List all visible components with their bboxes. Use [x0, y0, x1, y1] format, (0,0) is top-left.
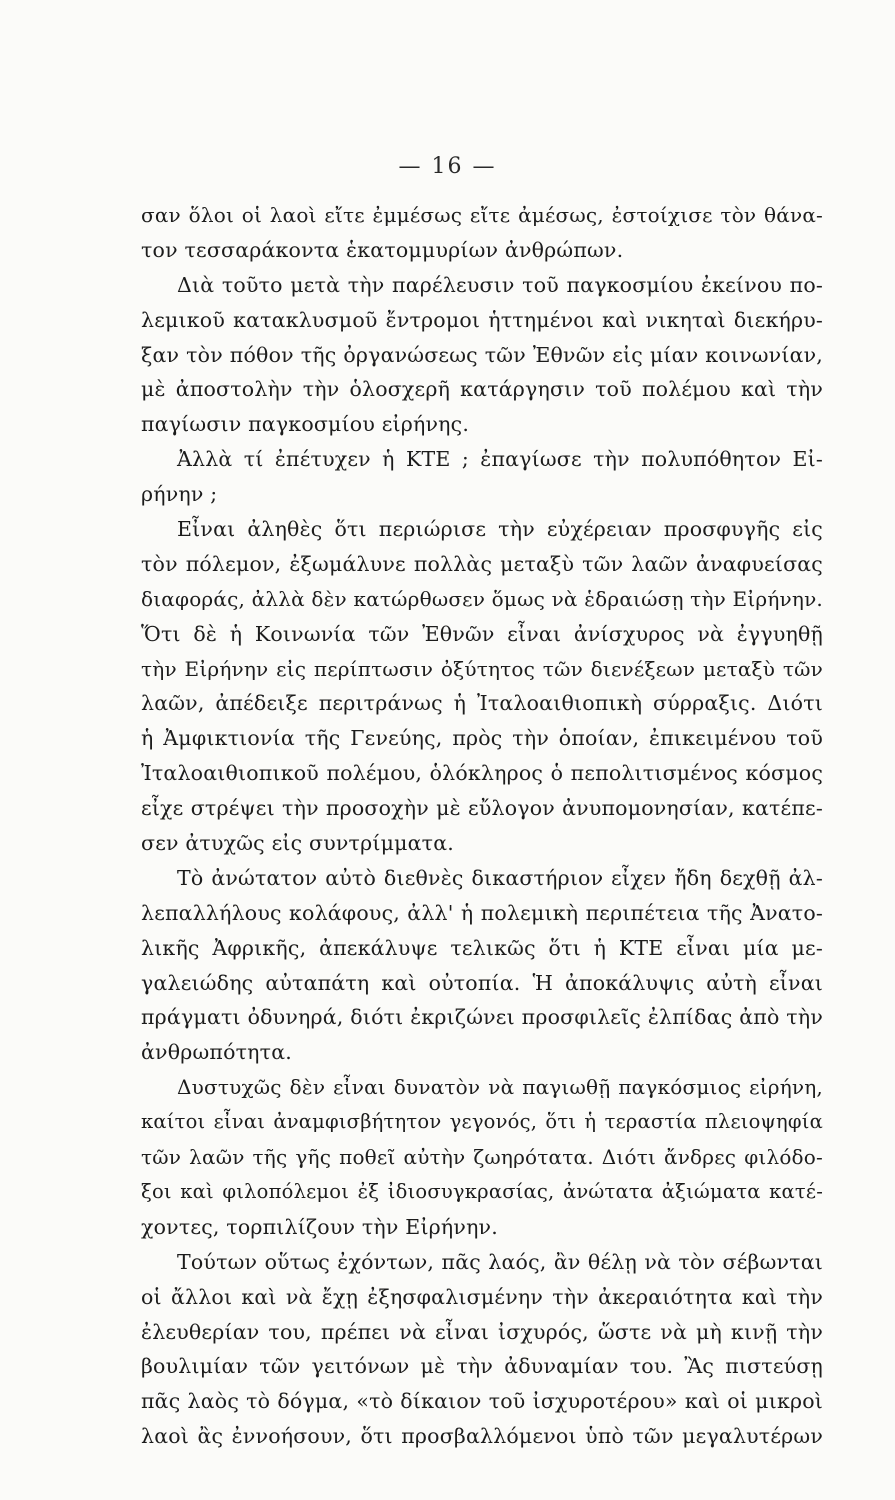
- text-line: Ἰταλοαιθιοπικοῦ πολέμου, ὁλόκληρος ὁ πεπολιτισμένος κόσμος: [141, 761, 823, 786]
- text-line: διαφοράς, ἀλλὰ δὲν κατώρθωσεν ὅμως νὰ ἑδραιώσῃ τὴν Εἰρήνην.: [141, 586, 823, 611]
- body-text: [141, 198, 823, 1454]
- text-line: τὴν Εἰρήνην εἰς περίπτωσιν ὀξύτητος τῶν διενέξεων μεταξὺ τῶν: [141, 656, 823, 681]
- text-line: Δυστυχῶς δὲν εἶναι δυνατὸν νὰ παγιωθῇ παγκόσμιος εἰρήνη,: [177, 1075, 823, 1100]
- page-number: — 16 —: [398, 154, 497, 179]
- text-line: λικῆς Ἀφρικῆς, ἀπεκάλυψε τελικῶς ὅτι ἡ ΚΤΕ εἶναι μία με-: [141, 935, 823, 960]
- text-line: τον τεσσαράκοντα ἑκατομμυρίων ἀνθρώπων.: [141, 237, 624, 262]
- text-line: ἀνθρωπότητα.: [141, 1040, 292, 1065]
- text-line: ρήνην ;: [141, 482, 218, 507]
- text-line: λεπαλλήλους κολάφους, ἀλλ' ἡ πολεμικὴ περιπέτεια τῆς Ἀνατο-: [141, 900, 823, 925]
- text-line: γαλειώδης αὐταπάτη καὶ οὐτοπία. Ἡ ἀποκάλυψις αὐτὴ εἶναι: [141, 970, 823, 995]
- text-line: Τούτων οὕτως ἐχόντων, πᾶς λαός, ἂν θέλῃ νὰ τὸν σέβωνται: [177, 1249, 823, 1274]
- text-line: πράγματι ὀδυνηρά, διότι ἐκριζώνει προσφιλεῖς ἐλπίδας ἀπὸ τὴν: [141, 1005, 823, 1030]
- text-line: βουλιμίαν τῶν γειτόνων μὲ τὴν ἀδυναμίαν του. Ἂς πιστεύσῃ: [141, 1354, 823, 1379]
- text-line: λαοὶ ἂς ἐννοήσουν, ὅτι προσβαλλόμενοι ὑπὸ τῶν μεγαλυτέρων: [141, 1424, 823, 1449]
- text-line: λεμικοῦ κατακλυσμοῦ ἔντρομοι ἡττημένοι καὶ νικηταὶ διεκήρυ-: [141, 307, 823, 332]
- text-line: ἐλευθερίαν του, πρέπει νὰ εἶναι ἰσχυρός, ὥστε νὰ μὴ κινῇ τὴν: [141, 1319, 823, 1344]
- text-line: εἶχε στρέψει τὴν προσοχὴν μὲ εὔλογον ἀνυπομονησίαν, κατέπε-: [141, 796, 823, 821]
- text-line: χοντες, τορπιλίζουν τὴν Εἰρήνην.: [141, 1214, 498, 1239]
- text-line: τὸν πόλεμον, ἐξωμάλυνε πολλὰς μεταξὺ τῶν λαῶν ἀναφυείσας: [141, 551, 823, 576]
- text-line: μὲ ἀποστολὴν τὴν ὁλοσχερῆ κατάργησιν τοῦ πολέμου καὶ τὴν: [141, 377, 823, 402]
- text-line: τῶν λαῶν τῆς γῆς ποθεῖ αὐτὴν ζωηρότατα. Διότι ἄνδρες φιλόδο-: [141, 1145, 823, 1170]
- text-line: σαν ὅλοι οἱ λαοὶ εἴτε ἐμμέσως εἴτε ἀμέσως, ἐστοίχισε τὸν θάνα-: [141, 203, 823, 227]
- text-line: Διὰ τοῦτο μετὰ τὴν παρέλευσιν τοῦ παγκοσμίου ἐκείνου πο-: [177, 272, 823, 297]
- text-line: παγίωσιν παγκοσμίου εἰρήνης.: [141, 412, 470, 437]
- text-line: ἡ Ἀμφικτιονία τῆς Γενεύης, πρὸς τὴν ὁποίαν, ἐπικειμένου τοῦ: [141, 726, 823, 751]
- text-line: πᾶς λαὸς τὸ δόγμα, «τὸ δίκαιον τοῦ ἰσχυροτέρου» καὶ οἱ μικροὶ: [141, 1389, 823, 1414]
- text-line: Εἶναι ἀληθὲς ὅτι περιώρισε τὴν εὐχέρειαν προσφυγῆς εἰς: [177, 517, 823, 542]
- text-line: οἱ ἄλλοι καὶ νὰ ἔχῃ ἐξησφαλισμένην τὴν ἀκεραιότητα καὶ τὴν: [141, 1284, 823, 1309]
- text-line: σεν ἀτυχῶς εἰς συντρίμματα.: [141, 831, 454, 856]
- text-line: Ἀλλὰ τί ἐπέτυχεν ἡ ΚΤΕ ; ἐπαγίωσε τὴν πολυπόθητον Εἰ-: [177, 447, 823, 472]
- text-line: ξοι καὶ φιλοπόλεμοι ἐξ ἰδιοσυγκρασίας, ἀνώτατα ἀξιώματα κατέ-: [141, 1179, 823, 1203]
- text-line: καίτοι εἶναι ἀναμφισβήτητον γεγονός, ὅτι ἡ τεραστία πλειοψηφία: [141, 1110, 823, 1134]
- text-line: Τὸ ἀνώτατον αὐτὸ διεθνὲς δικαστήριον εἶχεν ἤδη δεχθῇ ἀλ-: [177, 865, 823, 890]
- text-line: Ὅτι δὲ ἡ Κοινωνία τῶν Ἐθνῶν εἶναι ἀνίσχυρος νὰ ἐγγυηθῇ: [141, 621, 823, 646]
- text-line: λαῶν, ἀπέδειξε περιτράνως ἡ Ἰταλοαιθιοπικὴ σύρραξις. Διότι: [141, 691, 823, 716]
- text-line: ξαν τὸν πόθον τῆς ὀργανώσεως τῶν Ἐθνῶν εἰς μίαν κοινωνίαν,: [141, 342, 823, 367]
